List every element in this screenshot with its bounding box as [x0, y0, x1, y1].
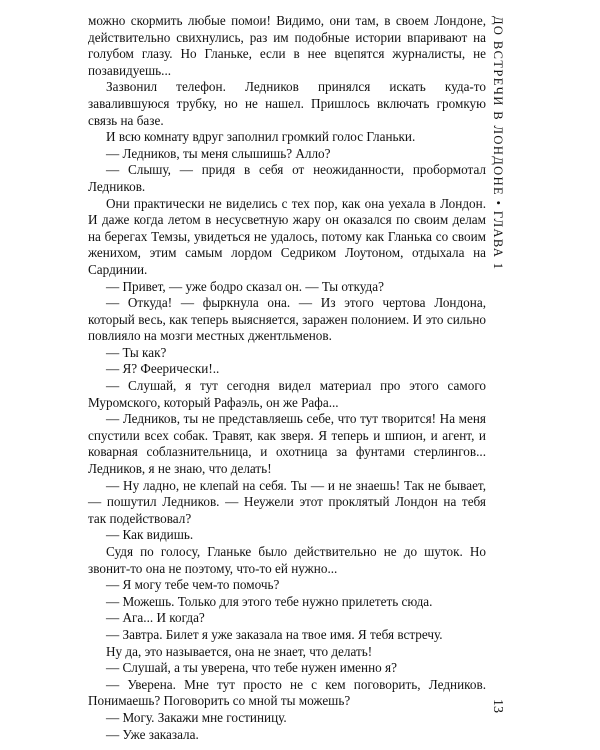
running-head: ДО ВСТРЕЧИ В ЛОНДОНЕ • ГЛАВА 1: [491, 16, 505, 271]
paragraph-16: — Я могу тебе чем-то помочь?: [106, 577, 280, 593]
paragraph-7: — Привет, — уже бодро сказал он. — Ты откуда?: [106, 278, 384, 294]
paragraph-10: — Я? Феерически!..: [106, 361, 220, 377]
paragraph-1: можно скормить любые помои! Видимо, они там, в своем Лондоне, действительно свихнулись, раз им подобные истории впаривают на голубом глазу. Но Гланьке, если в нее вцепятся журналисты, не позавидуешь...: [88, 13, 486, 78]
paragraph-22: — Уверена. Мне тут просто не с кем поговорить, Ледников. Понимаешь? Поговорить со мной ты можешь?: [88, 676, 486, 709]
paragraph-3: И всю комнату вдруг заполнил громкий голос Гланьки.: [106, 129, 416, 145]
paragraph-14: — Как видишь.: [106, 527, 194, 543]
body-text: [88, 13, 486, 743]
paragraph-19: — Завтра. Билет я уже заказала на твое имя. Я тебя встречу.: [106, 626, 443, 642]
paragraph-21: — Слушай, а ты уверена, что тебе нужен именно я?: [106, 660, 397, 676]
paragraph-8: — Откуда! — фыркнула она. — Из этого чертова Лондона, который весь, как теперь выясняется, заражен полонием. И это сильно повлияло на мозги местных джентльменов.: [88, 295, 486, 344]
paragraph-20: Ну да, это называется, она не знает, что делать!: [106, 643, 373, 659]
paragraph-5: — Слышу, — придя в себя от неожиданности, пробормотал Ледников.: [88, 162, 486, 194]
paragraph-12: — Ледников, ты не представляешь себе, что тут творится! На меня спустили всех собак. Травят, как зверя. Я теперь и шпион, и агент, и коварная соблазнительница, и охотница за фунтами стерлингов... Ледников, я не знаю, что делать!: [88, 411, 486, 477]
paragraph-24: — Уже заказала.: [106, 726, 199, 742]
paragraph-18: — Ага... И когда?: [106, 610, 205, 626]
paragraph-4: — Ледников, ты меня слышишь? Алло?: [106, 145, 331, 161]
paragraph-15: Судя по голосу, Гланьке было действительно не до шуток. Но звонит-то она не поэтому, что-то ей нужно...: [88, 544, 486, 576]
paragraph-17: — Можешь. Только для этого тебе нужно прилететь сюда.: [106, 593, 433, 609]
paragraph-9: — Ты как?: [106, 344, 167, 360]
paragraph-11: — Слушай, я тут сегодня видел материал про этого самого Муромского, который Рафаэль, он же Рафа...: [88, 378, 486, 410]
paragraph-13: — Ну ладно, не клепай на себя. Ты — и не знаешь! Так не бывает, — пошутил Ледников. — Неужели этот проклятый Лондон на тебя так подействовал?: [88, 477, 486, 526]
paragraph-2: Зазвонил телефон. Ледников принялся искать куда-то завалившуюся трубку, но не нашел. Пришлось включать громкую связь на базе.: [88, 79, 486, 128]
paragraph-23: — Могу. Закажи мне гостиницу.: [106, 709, 287, 725]
paragraph-6: Они практически не виделись с тех пор, как она уехала в Лондон. И даже когда летом в несусветную жару он оказался по своим делам на берегах Темзы, увидеться не удалось, потому как Гланька со своим женихом, этим самым лордом Седриком Лоутоном, отдыхала на Сардинии.: [88, 195, 486, 277]
page-number: 13: [490, 699, 505, 713]
